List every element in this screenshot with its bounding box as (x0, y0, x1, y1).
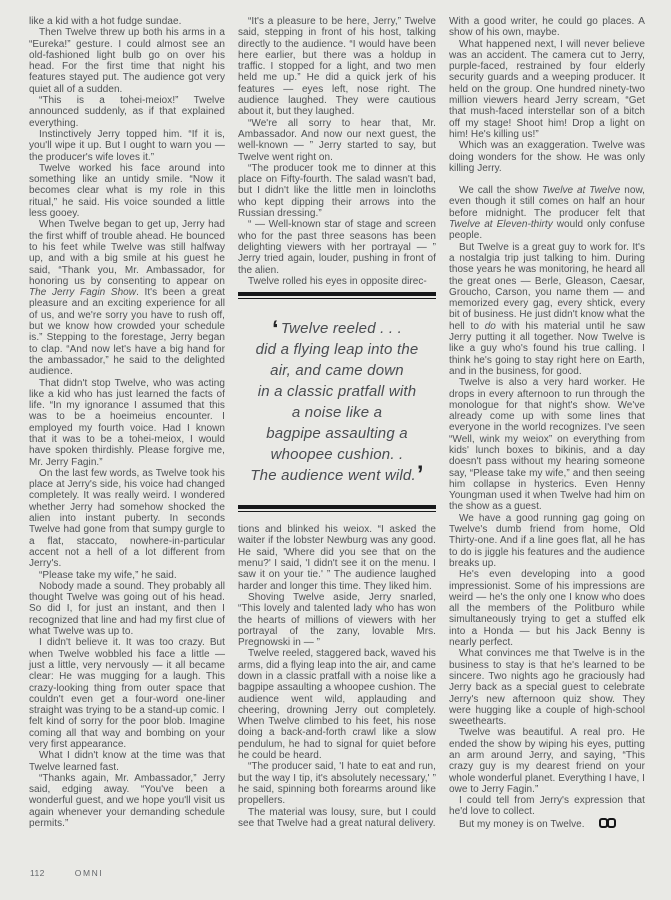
paragraph: I didn't believe it. It was too crazy. But when Twelve wobbled his face a little — just a little, very nervously — it all became clear: He was mugging for a laugh. This crazy-looking thing from outer space that couldn't even get a four-word one-liner straight was trying to be a stand-up comic. I felt kind of sorry for the poor blob. Imagine coming all that way and bombing on your very first appearance. (29, 637, 225, 750)
pull-quote-line: did a flying leap into the (255, 341, 419, 359)
paragraph: When Twelve began to get up, Jerry had the first whiff of trouble ahead. He bounced to his feet while Twelve was still halfway up, and with a big smile at his guest he said, “Thank you, Mr. Ambassador, for honoring us by consenting to appear on The Jerry Fagin Show. It's been a great pleasure and an exciting experience for all of us, and we're sorry you have to rush off, but we know how crowded your schedule is.” Stepping to the forestage, Jerry began to clap. “And now let's have a big hand for the ambassador,” he said to the delighted audience. (29, 219, 225, 378)
page-footer (30, 868, 103, 878)
paragraph: “The producer said, 'I hate to eat and run, but the way I tip, it's absolutely necessary,' ” he said, spinning both forearms around like propellers. (238, 761, 436, 807)
paragraph: Twelve was beautiful. A real pro. He ended the show by wiping his eyes, putting an arm around Jerry, and saying, “This crazy guy is my dearest friend on your whole wonderful planet. Everything I have, I owe to Jerry Fagin.” (449, 727, 645, 795)
paragraph: “It's a pleasure to be here, Jerry,” Twelve said, stepping in front of his host, talking directly to the audience. “I would have been here earlier, but there was a holdup in traffic. I stopped for a light, and two men held me up.” He did a quick jerk of his features — eyes left, nose right. The audience laughed. They were cautious about it, but they laughed. (238, 16, 436, 118)
paragraph: With a good writer, he could go places. A show of his own, maybe. (449, 16, 645, 39)
paragraph: Twelve worked his face around into something like an untidy smile. “Now it becomes clear what is my role in this ritual,” he said. His voice sounded a little less gooey. (29, 162, 225, 220)
pull-quote-line: air, and came down (270, 362, 404, 380)
paragraph: Twelve reeled, staggered back, waved his arms, did a flying leap into the air, and came down in a classic pratfall with a noise like a bagpipe assaulting a whoopee cushion. The audience went wild, applauding and cheering, drowning Jerry out completely. When Twelve climbed to his feet, his nose doing a back-and-forth crawl like a slow pendulum, he had to signal for quiet before he could be heard. (238, 648, 436, 762)
paragraph: Instinctively Jerry topped him. “If it is, you'll wipe it up. But I ought to warn you — the producer's wife loves it.” (29, 128, 225, 163)
paragraph: But Twelve is a great guy to work for. It's a nostalgia trip just talking to him. During those years he was monitoring, he heard all the great ones — Berle, Gleason, Caesar, Groucho, Carson, you name them — and memorized every gag, every shtick, every bit of business. He just didn't know what the hell to do with his material until he saw Jerry putting it all together. Now Twelve is like a guy who's found his true calling. I think he's going to stay right here on Earth, and in the business, for good. (449, 241, 645, 377)
pull-quote-line: ‘ Twelve reeled . . . (272, 316, 402, 344)
paragraph: “The producer took me to dinner at this place on Fifty-fourth. The salad wasn't bad, but I didn't like the little men in loincloths who kept dipping their arrows into the Russian dressing.” (238, 162, 436, 220)
paragraph: “Please take my wife,” he said. (39, 569, 177, 581)
paragraph: Twelve rolled his eyes in opposite direc- (248, 275, 427, 287)
pull-quote-rule-top (238, 292, 436, 299)
paragraph: What I didn't know at the time was that Twelve learned fast. (29, 750, 225, 773)
pull-quote-line: in a classic pratfall with (257, 383, 417, 401)
paragraph: The material was lousy, sure, but I could see that Twelve had a great natural delivery. (238, 806, 436, 829)
text-column-1 (29, 16, 225, 829)
column-3-paragraphs (449, 16, 645, 831)
end-of-article-icon (589, 818, 616, 831)
pull-quote-line: a noise like a (291, 404, 383, 422)
paragraph: “ — Well-known star of stage and screen who for the past three seasons has been delighting viewers with her portrayal — ” Jerry tried again, louder, pushing in front of the alien. (238, 219, 436, 276)
pull-quote (238, 292, 436, 512)
paragraph: Then Twelve threw up both his arms in a “Eureka!” gesture. I could almost see an old-fashioned light bulb go on over his head. For the first time that night his features stayed put. The audience got very quiet all of a sudden. (29, 27, 225, 95)
paragraph: What convinces me that Twelve is in the business to stay is that he's learned to be sincere. Two nights ago he graciously had Jerry back as a special guest to celebrate Jerry's new afternoon quiz show. They were hugging like a couple of high-school sweethearts. (449, 648, 645, 728)
pull-quote-lines (238, 299, 436, 505)
paragraph: “This is a tohei-meiox!” Twelve announced suddenly, as if that explained everything. (29, 95, 225, 129)
pull-quote-line: whoopee cushion. . (270, 446, 404, 464)
paragraph: On the last few words, as Twelve took his place at Jerry's side, his voice had changed completely. It was really weird. I wondered whether Jerry had somehow shocked the alien into instant puberty. In seconds Twelve had gone from that sumpy gurgle to a flat, staccato, nowhere-in-particular accent not a hell of a lot different from Jerry's. (29, 467, 225, 570)
paragraph: We have a good running gag going on Twelve's dumb friend from home, Old Thirty-one. And if a line goes flat, all he has to do is jiggle his features and the audience breaks up. (449, 512, 645, 569)
paragraph: But my money is on Twelve. (449, 818, 645, 831)
magazine-name: OMNI (74, 868, 104, 878)
paragraph: What happened next, I will never believe was an accident. The camera cut to Jerry, purple-faced, restrained by four elderly security guards and a weeping producer. It held on the group. One hundred ninety-two million viewers heard Jerry scream, “Get that mush-faced interstellar son of a bitch off my stage! Shoot him! Drop a light on him! He's killing us!” (449, 38, 645, 140)
text-column-2 (238, 16, 436, 829)
paragraph: He's even developing into a good impressionist. Some of his impressions are weird — he's the only one I know who does all the members of the Politburo while simultaneously trying to get a stuffed elk into a Honda — but his Jack Benny is nearly perfect. (449, 569, 645, 649)
column-1-paragraphs (29, 16, 225, 829)
text-column-3 (449, 16, 645, 831)
column-2-paragraphs-top (238, 16, 436, 287)
paragraph: like a kid with a hot fudge sundae. (29, 16, 182, 27)
paragraph: tions and blinked his weiox. “I asked the waiter if the lobster Newburg was any good. He said, 'Where did you see that on the menu?' I said, 'I didn't see it on the menu. I saw it on your tie.' ” The audience laughed harder and longer this time. They liked him. (238, 524, 436, 592)
paragraph: Shoving Twelve aside, Jerry snarled, “This lovely and talented lady who has won the hearts of millions of viewers with her portrayal of the zany, lovable Mrs. Pregnowski in — ” (238, 591, 436, 649)
pull-quote-line: bagpipe assaulting a (266, 425, 408, 443)
paragraph: I could tell from Jerry's expression that he'd love to collect. (449, 795, 645, 818)
pull-quote-line: The audience went wild.’ (250, 461, 424, 489)
pull-quote-rule-bottom (238, 505, 436, 512)
column-2-paragraphs-bottom (238, 524, 436, 829)
paragraph: Nobody made a sound. They probably all thought Twelve was going out of his head. So did I, for just an instant, and then I recognized that line and had my first clue of what Twelve was up to. (29, 580, 225, 638)
close-quote-icon: ’ (416, 461, 424, 489)
paragraph: We call the show Twelve at Twelve now, even though it still comes on half an hour before midnight. The producer felt that Twelve at Eleven-thirty would only confuse people. (449, 185, 645, 242)
paragraph: “We're all sorry to hear that, Mr. Ambassador. And now our next guest, the well-known — ” Jerry started to say, but Twelve went right on. (238, 117, 436, 163)
paragraph: That didn't stop Twelve, who was acting like a kid who has just learned the facts of life. “In my ignorance I assumed that this was to be a hoeimeius encounter. I employed my fourth voice. Had I known that it was to be a tohei-meiox, I would have spoken thirdishly. Please forgive me, Mr. Jerry Fagin.” (29, 377, 225, 468)
paragraph: Twelve is also a very hard worker. He drops in every afternoon to run through the monologue for that night's show. We've already come up with some lines that everyone in the world recognizes. I've seen “Well, wink my weiox” on everything from kids' lunch boxes to bikinis, and a day doesn't pass without my hearing someone say, “Please take my wife,” and then seeing him collapse in hysterics. Even Henny Youngman used it when Twelve had him on the show as a guest. (449, 377, 645, 513)
paragraph: “Thanks again, Mr. Ambassador,” Jerry said, edging away. “You've been a wonderful guest, and we hope you'll visit us again whenever your demanding schedule permits.” (29, 772, 225, 830)
page-number: 112 (30, 868, 45, 878)
open-quote-icon: ‘ (272, 316, 279, 344)
paragraph: Which was an exaggeration. Twelve was doing wonders for the show. He was only killing Jerry. (449, 140, 645, 174)
